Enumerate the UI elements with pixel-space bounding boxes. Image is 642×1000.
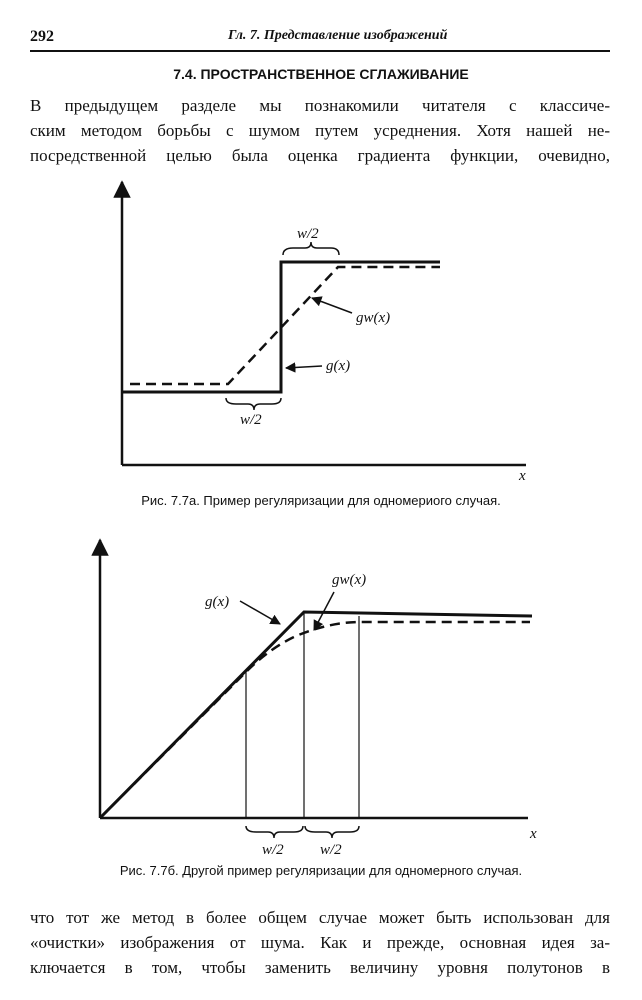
- page-number: 292: [30, 28, 54, 45]
- figure-b: [100, 540, 537, 858]
- paragraph-line: В предыдущем разделе мы познакомили читателя с классиче-: [30, 96, 610, 115]
- fig-a-label-g: g(x): [326, 358, 351, 374]
- figure-a-caption: Рис. 7.7а. Пример регуляризации для одномериого случая.: [141, 493, 501, 508]
- fig-a-pointer-gw: [312, 298, 352, 313]
- fig-b-label-w2-left: w/2: [262, 842, 284, 858]
- fig-b-ramp-function: [100, 612, 532, 818]
- fig-a-bottom-brace: [226, 398, 281, 410]
- fig-a-top-brace: [283, 242, 339, 255]
- fig-a-step-function: [122, 262, 440, 392]
- fig-b-pointer-g: [240, 601, 280, 624]
- fig-a-label-gw: gw(x): [356, 310, 391, 326]
- chapter-title: Гл. 7. Представление изображений: [228, 28, 448, 43]
- figure-a: [122, 182, 526, 484]
- paragraph-line: посредственной целью была оценка градиента функции, очевидно,: [30, 146, 610, 165]
- paragraph-line: «очистки» изображения от шума. Как и прежде, основная идея за-: [30, 933, 610, 952]
- fig-a-label-w2-top: w/2: [297, 226, 319, 242]
- fig-b-label-w2-right: w/2: [320, 842, 342, 858]
- fig-b-brace-right: [305, 826, 359, 838]
- paragraph-line: что тот же метод в более общем случае может быть использован для: [30, 908, 610, 927]
- fig-a-pointer-g: [286, 366, 322, 368]
- figure-b-caption: Рис. 7.7б. Другой пример регуляризации для одномерного случая.: [119, 863, 523, 878]
- fig-b-label-g: g(x): [205, 594, 230, 610]
- fig-a-axis-x-label: x: [519, 468, 526, 484]
- fig-b-smoothed-function: [100, 622, 530, 818]
- fig-a-smoothed-function: [130, 267, 440, 384]
- paragraph-line: ским методом борьбы с шумом путем усреднения. Хотя нашей не-: [30, 121, 610, 140]
- section-title: 7.4. ПРОСТРАНСТВЕННОЕ СГЛАЖИВАНИЕ: [173, 66, 469, 82]
- fig-b-axis-x-label: x: [530, 826, 537, 842]
- fig-a-label-w2-bottom: w/2: [240, 412, 262, 428]
- fig-b-brace-left: [246, 826, 303, 838]
- paragraph-line: ключается в том, чтобы заменить величину уровня полутонов в: [30, 958, 610, 977]
- fig-b-label-gw: gw(x): [332, 572, 367, 588]
- paragraph-continuation: [30, 905, 610, 980]
